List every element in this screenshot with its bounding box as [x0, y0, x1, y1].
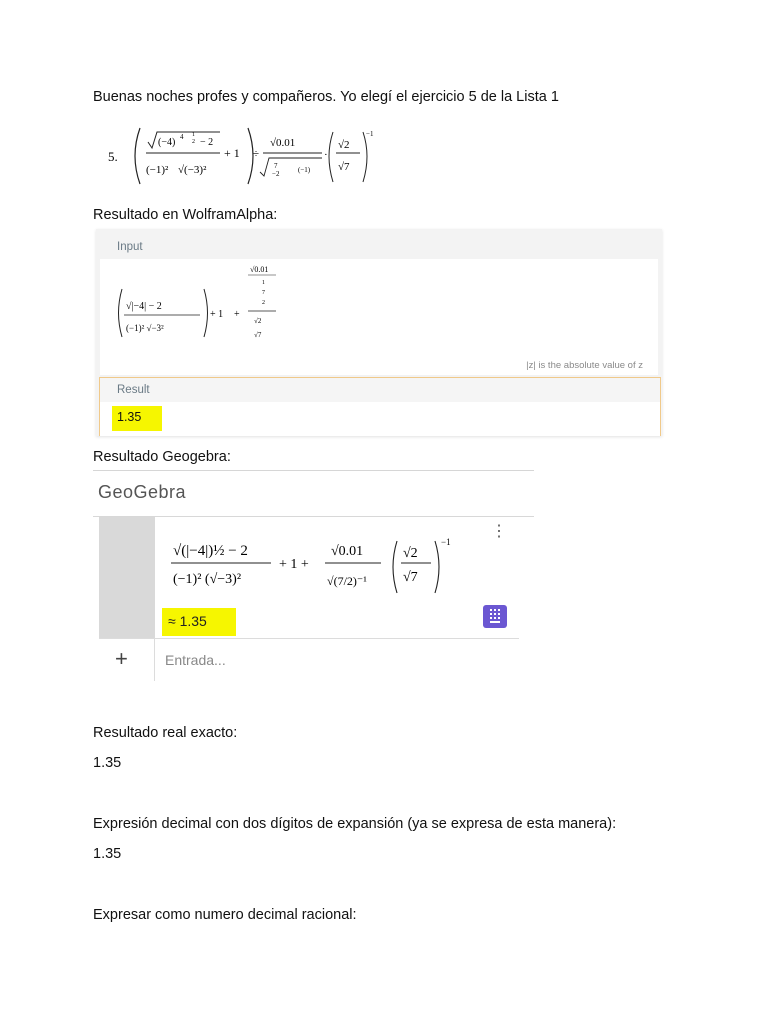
- svg-text:·: ·: [324, 149, 328, 161]
- frac-neg2: −2: [272, 170, 280, 178]
- wolfram-heading: Resultado en WolframAlpha:: [93, 207, 278, 223]
- geogebra-heading: Resultado Geogebra:: [93, 449, 231, 465]
- sqrt-neg3: √(−3)²: [178, 164, 207, 176]
- wolfram-input-formula: [114, 261, 314, 341]
- wolfram-abs-note: |z| is the absolute value of z: [526, 360, 643, 371]
- keyboard-icon[interactable]: [483, 605, 507, 628]
- geogebra-input-field[interactable]: Entrada...: [165, 652, 226, 668]
- real-exact-label: Resultado real exacto:: [93, 725, 238, 741]
- wolfram-input-body: [100, 259, 658, 375]
- wa-r7: √7: [254, 331, 262, 339]
- decimal-expr-value: 1.35: [93, 846, 122, 862]
- wa-r2: √2: [254, 317, 262, 325]
- wolfram-result-value: 1.35: [117, 410, 142, 424]
- add-icon[interactable]: +: [115, 646, 128, 671]
- decimal-expr-label: Expresión decimal con dos dígitos de expansión (ya se expresa de esta manera):: [93, 816, 617, 832]
- svg-text:1: 1: [192, 132, 195, 138]
- sqrt-001: √0.01: [270, 137, 296, 149]
- wa-num: √0.01: [250, 265, 269, 274]
- geogebra-top-rule: [93, 470, 534, 471]
- frac-seven: 7: [274, 162, 278, 170]
- wa-plus2: +: [234, 309, 240, 320]
- wolfram-panel: [96, 229, 662, 436]
- geogebra-row-separator: [99, 638, 519, 639]
- times-neg1: (−1): [298, 166, 311, 174]
- gg-r2: √2: [403, 546, 418, 561]
- more-options-icon[interactable]: ⋮: [491, 523, 507, 540]
- intro-text: Buenas noches profes y compañeros. Yo elegí el ejercicio 5 de la Lista 1: [93, 89, 559, 105]
- geogebra-row-marker: [99, 517, 155, 638]
- div-sign: ÷: [253, 148, 260, 160]
- gg-exp: −1: [441, 537, 451, 547]
- root-base: (−4): [158, 137, 176, 148]
- geogebra-formula: [171, 529, 471, 601]
- wolfram-result-box: [99, 377, 661, 436]
- wolfram-input-label: Input: [117, 241, 143, 253]
- wa-plus1: + 1: [210, 309, 224, 320]
- plus-one: + 1: [224, 146, 240, 160]
- wolfram-result-header: [100, 378, 660, 402]
- exercise-number: 5.: [108, 149, 118, 164]
- rational-label: Expresar como numero decimal racional:: [93, 907, 357, 923]
- gg-den2: √(7/2)⁻¹: [327, 574, 367, 588]
- geogebra-panel: [93, 516, 534, 681]
- sqrt2: √2: [338, 139, 350, 151]
- wa-abs: √|−4| − 2: [126, 301, 162, 312]
- real-exact-value: 1.35: [93, 755, 122, 771]
- wa-seven: 7: [262, 290, 265, 296]
- gg-r7: √7: [403, 570, 418, 585]
- svg-text:2: 2: [192, 139, 195, 145]
- keyboard-grid-icon: [483, 605, 507, 628]
- sqrt7: √7: [338, 161, 350, 173]
- gg-sqrt001: √0.01: [331, 544, 364, 559]
- geogebra-approx-value: ≈ 1.35: [168, 613, 207, 629]
- svg-text:− 2: − 2: [200, 137, 214, 148]
- wa-two: 2: [262, 300, 265, 306]
- exercise-formula: [108, 124, 378, 188]
- gg-den: (−1)² (√−3)²: [173, 572, 242, 587]
- exp-neg1: −1: [366, 130, 374, 138]
- wolfram-result-label: Result: [117, 384, 150, 396]
- gg-plus: + 1 +: [279, 557, 309, 572]
- wa-den: (−1)² √−3²: [126, 323, 164, 333]
- svg-text:4: 4: [180, 133, 184, 141]
- gg-num: √(|−4|)½ − 2: [173, 543, 248, 559]
- wa-half: 1: [262, 280, 265, 286]
- geogebra-input-divider: [154, 638, 155, 681]
- neg1-squared: (−1)²: [146, 164, 169, 176]
- geogebra-logo: GeoGebra: [98, 482, 187, 502]
